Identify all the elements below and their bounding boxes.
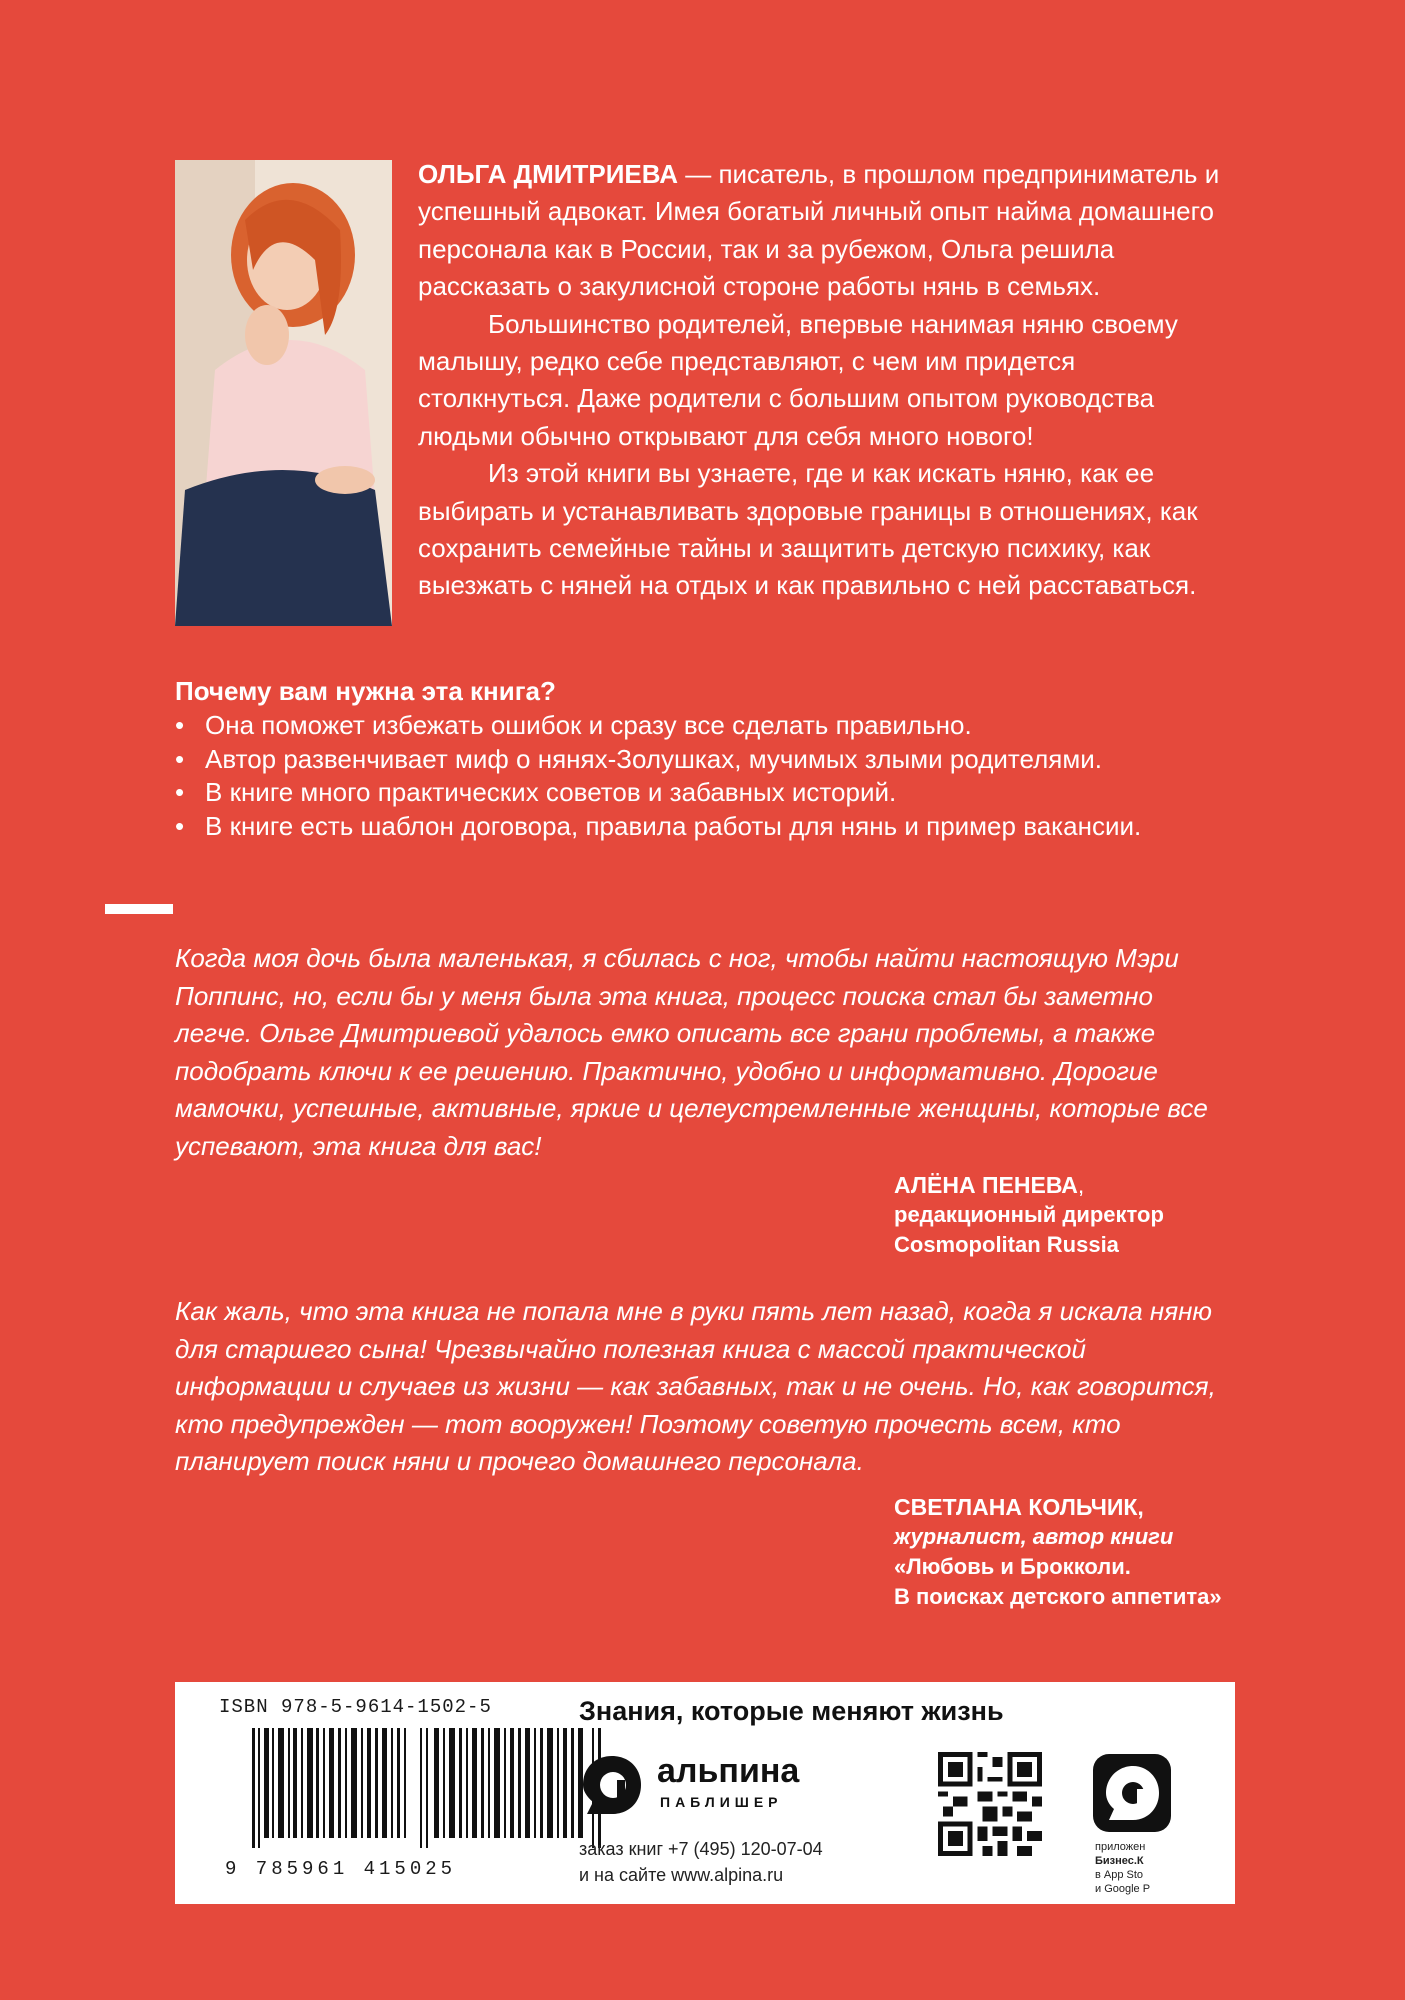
review-attribution-2 [894, 1492, 1234, 1612]
publisher-slogan: Знания, которые меняют жизнь [579, 1696, 1004, 1726]
list-item: • В книге есть шаблон договора, правила работы для нянь и пример вакансии. [175, 810, 1235, 844]
author-name: ОЛЬГА ДМИТРИЕВА [418, 159, 678, 189]
why-heading: Почему вам нужна эта книга? [175, 676, 556, 706]
review-attribution-1 [894, 1170, 1234, 1260]
app-icon [1093, 1754, 1171, 1832]
alpina-logo-icon [579, 1752, 645, 1818]
list-item: • Автор развенчивает миф о нянях-Золушках, мучимых злыми родителями. [175, 743, 1235, 777]
isbn-label: ISBN 978-5-9614-1502-5 [219, 1696, 492, 1718]
divider [105, 904, 173, 914]
barcode-digits: 9 785961 415025 [225, 1858, 457, 1880]
app-promo-line: приложен [1095, 1841, 1146, 1853]
list-item: • Она поможет избежать ошибок и сразу все сделать правильно. [175, 709, 1235, 743]
app-promo-line: и Google P [1095, 1883, 1151, 1895]
app-promo-line: в App Sto [1095, 1869, 1144, 1881]
bio-paragraph-2: Большинство родителей, впервые нанимая няню своему малышу, редко себе представляют, с чем им придется столкнуться. Даже родители с большим опытом руководства людьми обычно открывают для себя много нового! [418, 308, 1178, 451]
qr-code [938, 1752, 1042, 1856]
reviewer-name: СВЕТЛАНА КОЛЬЧИК, [894, 1494, 1144, 1520]
review-quote-2: Как жаль, что эта книга не попала мне в руки пять лет назад, когда я искала няню для старшего сына! Чрезвычайно полезная книга с массой практической информации и случаев из жизни — как забавных, так и не очень. Но, как говорится, кто предупрежден — тот вооружен! Поэтому советую прочесть всем, кто планирует поиск няни и прочего домашнего персонала. [175, 1296, 1216, 1476]
review-quote-1: Когда моя дочь была маленькая, я сбилась с ног, чтобы найти настоящую Мэри Поппинс, но, если бы у меня была эта книга, процесс поиска стал бы заметно легче. Ольге Дмитриевой удалось емко описать все грани проблемы, а также подобрать ключи к ее решению. Практично, удобно и информативно. Дорогие мамочки, успешные, активные, яркие и целеустремленные женщины, которые все успевают, эта книга для вас! [175, 943, 1208, 1161]
list-item: • В книге много практических советов и забавных историй. [175, 776, 1235, 810]
reviewer-role: журналист, автор книги [894, 1524, 1174, 1549]
reviewer-name: АЛЁНА ПЕНЕВА, [894, 1172, 1085, 1198]
author-bio [418, 156, 1234, 605]
publisher-name: альпина [657, 1752, 800, 1790]
why-list [175, 709, 1235, 843]
order-site: и на сайте www.alpina.ru [579, 1865, 784, 1885]
reviewer-role: Cosmopolitan Russia [894, 1232, 1119, 1257]
reviewer-role: В поисках детского аппетита» [894, 1584, 1222, 1609]
publisher-subtitle: ПАБЛИШЕР [660, 1794, 783, 1810]
reviewer-role: «Любовь и Брокколи. [894, 1554, 1131, 1579]
order-info [579, 1836, 823, 1888]
bio-paragraph-3: Из этой книги вы узнаете, где и как искать няню, как ее выбирать и устанавливать здоровые границы в отношениях, как сохранить семейные тайны и защитить детскую психику, как выезжать с няней на отдых и как правильно с ней расставаться. [418, 458, 1198, 601]
reviewer-role: редакционный директор [894, 1202, 1164, 1227]
app-promo-line: Бизнес.К [1095, 1855, 1144, 1867]
app-promo-text [1095, 1840, 1150, 1896]
author-photo [175, 160, 392, 626]
back-cover-panel [175, 1682, 1235, 1904]
barcode [252, 1728, 607, 1848]
order-phone: заказ книг +7 (495) 120-07-04 [579, 1839, 823, 1859]
bio-paragraph-1: — писатель, в прошлом предприниматель и успешный адвокат. Имея богатый личный опыт найма домашнего персонала как в России, так и за рубежом, Ольга решила рассказать о закулисной стороне работы нянь в семьях. [418, 159, 1220, 302]
